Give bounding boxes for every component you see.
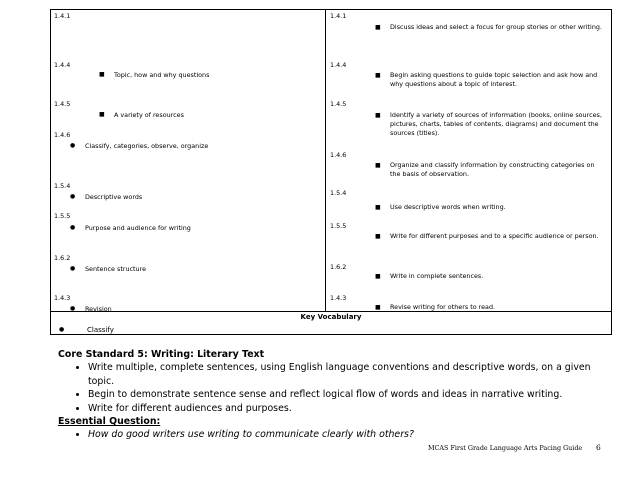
- pacing-table: [50, 9, 612, 335]
- right-text: Use descriptive words when writing.: [390, 203, 506, 211]
- left-code: 1.4.4: [54, 61, 71, 69]
- left-code: 1.4.6: [54, 131, 71, 139]
- bullet: ■: [375, 204, 381, 211]
- bullet: ■: [375, 273, 381, 280]
- page-number: 6: [596, 443, 601, 452]
- bullet: ●: [70, 265, 76, 272]
- bullet: ●: [59, 326, 65, 333]
- list-item: • Write multiple, complete sentences, using English language conventions and descriptive words, on a given topic.: [88, 361, 618, 388]
- right-text: Organize and classify information by constructing categories on the basis of observation.: [390, 161, 595, 178]
- key-vocabulary-item: Classify: [87, 326, 114, 334]
- left-code: 1.4.1: [54, 12, 71, 20]
- essential-question: • How do good writers use writing to communicate clearly with others?: [88, 428, 618, 441]
- bullet: ■: [99, 111, 105, 118]
- right-text: Write for different purposes and to a specific audience or person.: [390, 232, 599, 240]
- key-vocabulary-title: Key Vocabulary: [300, 313, 362, 321]
- right-text: Revise writing for others to read.: [390, 303, 496, 311]
- bullet: ■: [375, 233, 381, 240]
- core-standard-heading: Core Standard 5: Writing: Literary Text: [58, 349, 265, 360]
- left-code: 1.5.4: [54, 182, 71, 190]
- left-text: Descriptive words: [85, 193, 143, 201]
- left-text: Sentence structure: [85, 265, 147, 273]
- list-item: • Write for different audiences and purposes.: [88, 402, 618, 415]
- right-code: 1.4.6: [330, 151, 347, 159]
- bullet: ■: [375, 24, 381, 31]
- bullet: ■: [375, 304, 381, 311]
- bullet: ●: [70, 142, 76, 149]
- essential-question-label: Essential Question:: [58, 416, 161, 428]
- bullet: ■: [375, 112, 381, 119]
- right-code: 1.4.3: [330, 294, 347, 302]
- right-code: 1.5.5: [330, 222, 347, 230]
- right-text: Identify a variety of sources of information (books, online sources, pictures, charts, tables of contents, diagrams) and document the sources (titles).: [390, 111, 602, 137]
- bullet: ■: [99, 71, 105, 78]
- bullet: ■: [375, 72, 381, 79]
- core-standard-section: [58, 348, 618, 442]
- left-text: A variety of resources: [114, 111, 184, 119]
- right-code: 1.4.4: [330, 61, 347, 69]
- right-text: Discuss ideas and select a focus for group stories or other writing.: [390, 23, 602, 31]
- left-code: 1.6.2: [54, 254, 71, 262]
- footer-guide-title: MCAS First Grade Language Arts Pacing Guide: [428, 444, 583, 452]
- left-text: Classify, categories, observe, organize: [85, 142, 209, 150]
- left-code: 1.4.5: [54, 100, 71, 108]
- bullet: ●: [70, 305, 76, 312]
- right-code: 1.5.4: [330, 189, 347, 197]
- left-text: Topic, how and why questions: [114, 71, 210, 79]
- left-text: Revision: [85, 305, 112, 313]
- bullet: ■: [375, 162, 381, 169]
- bullet: ●: [70, 224, 76, 231]
- right-code: 1.6.2: [330, 263, 347, 271]
- column-divider: [325, 10, 326, 311]
- core-standard-list: [58, 361, 618, 415]
- right-code: 1.4.1: [330, 12, 347, 20]
- left-code: 1.4.3: [54, 294, 71, 302]
- essential-question-list: [58, 428, 618, 441]
- right-code: 1.4.5: [330, 100, 347, 108]
- right-text: Write in complete sentences.: [390, 272, 484, 280]
- bullet: ●: [70, 193, 76, 200]
- right-text: Begin asking questions to guide topic selection and ask how and why questions about a topic of interest.: [390, 71, 598, 88]
- left-text: Purpose and audience for writing: [85, 224, 191, 232]
- list-item: • Begin to demonstrate sentence sense and reflect logical flow of words and ideas in narrative writing.: [88, 388, 618, 401]
- left-code: 1.5.5: [54, 212, 71, 220]
